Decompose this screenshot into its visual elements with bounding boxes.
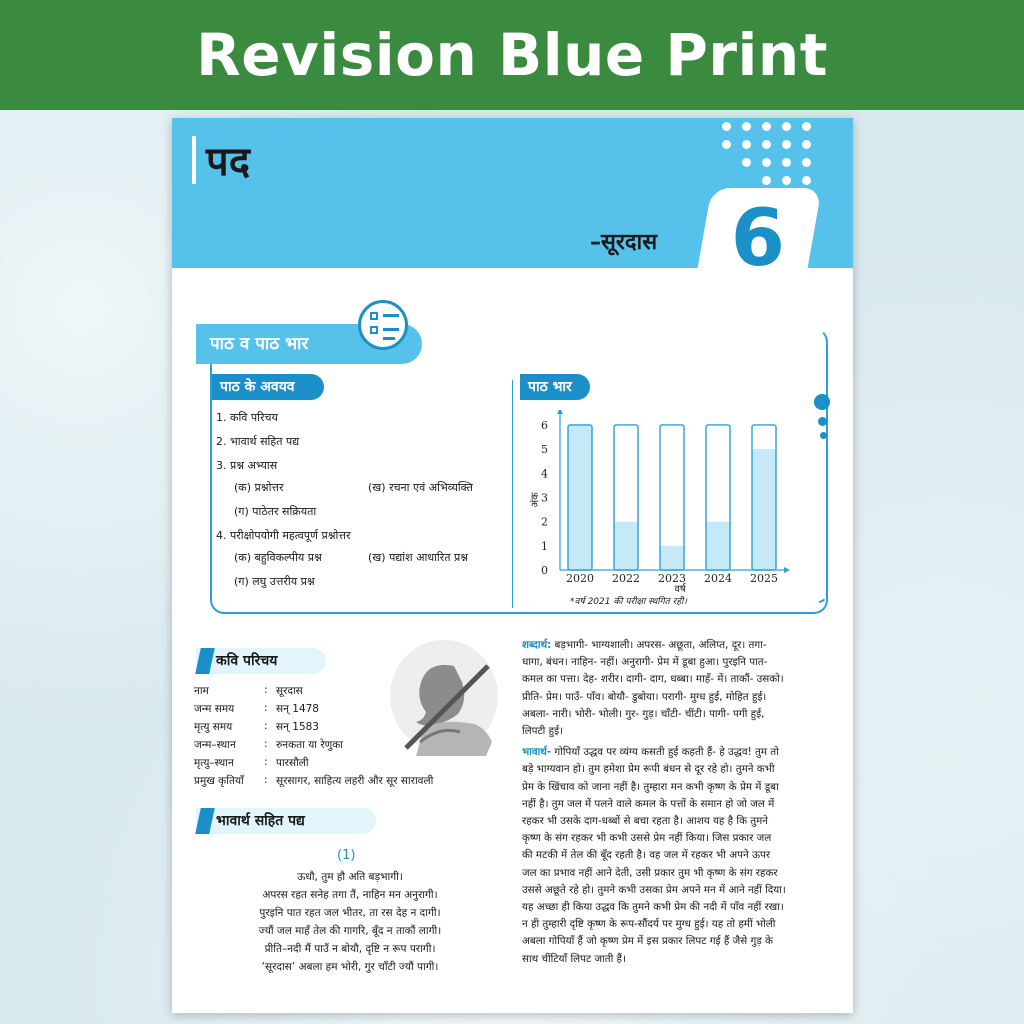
y-tick-label: 6 [541, 418, 548, 432]
verse-line: ‘सूरदास’ अबला हम भोरी, गुर चाँटी ज्यौं पागी। [261, 961, 439, 973]
verse-line: पुरइनि पात रहत जल भीतर, ता रस देह न दागी। [259, 907, 441, 919]
side-dot-small [820, 432, 827, 439]
meaning-text: गोपियाँ उद्धव पर व्यंग्य कसती हुई कहती हैं- हे उद्धव! तुम तो [551, 746, 779, 759]
decoration-dot [802, 122, 811, 131]
list-item: (क) प्रश्नोत्तर [234, 481, 284, 494]
x-tick-label: 2025 [750, 572, 778, 585]
meaning-line [522, 745, 838, 759]
meaning-line: जल का प्रभाव नहीं आने देती, उसी प्रकार तुम भी कृष्ण के संग रहकर [522, 866, 778, 879]
meaning-line: यह अच्छा ही किया उद्धव कि तुमने कभी प्रेम की नदी में पाँव नहीं रखा। [522, 901, 784, 913]
meaning-line: बड़े भाग्यवान हो। तुम हमेशा प्रेम रूपी बंधन से दूर रहे हो। तुमने कभी [522, 763, 775, 776]
y-axis-label: अंक [530, 492, 541, 508]
weight-section-dashed-border [818, 418, 828, 603]
y-tick-label: 2 [541, 515, 548, 529]
author-name: –सूरदास [590, 230, 658, 255]
list-item: 2. भावार्थ सहित पद्य [216, 435, 300, 448]
info-key: जन्म समय [194, 703, 235, 715]
glossary-line: अबला- नारी। भोरी- भोली। गुर- गुड़। चाँटी- चींटी। पागी- पगी हुई, [522, 707, 765, 720]
banner-title: Revision Blue Print [0, 0, 1024, 110]
meaning-line: कृष्ण के संग रहकर भी कभी उससे प्रेम नहीं किया। जिस प्रकार जल [522, 832, 772, 845]
meaning-line: प्रेम के खिंचाव को जाना नहीं है। तुम्हारा मन कभी कृष्ण के प्रेम में डूबा [522, 780, 779, 793]
verse-line: ऊधौ, तुम हौ अति बड़भागी। [297, 871, 403, 883]
decoration-dot [722, 122, 731, 131]
glossary-label: शब्दार्थ: [522, 639, 552, 651]
y-tick-label: 0 [541, 564, 548, 577]
column-divider [512, 380, 513, 608]
side-dot-medium [818, 417, 827, 426]
glossary-line [522, 638, 838, 652]
y-tick-label: 1 [541, 539, 548, 553]
x-tick-label: 2020 [566, 572, 594, 585]
decoration-dot [802, 158, 811, 167]
bar-fill [752, 449, 776, 570]
y-tick-label: 4 [541, 467, 548, 481]
bar-fill [660, 546, 684, 570]
info-key: नाम [194, 685, 209, 697]
list-item: (ग) पाठेतर सक्रियता [234, 505, 317, 518]
info-colon: : [264, 738, 268, 750]
checklist-icon [358, 300, 408, 350]
chapter-number: 6 [730, 194, 785, 284]
info-value: रुनकता या रेणुका [276, 739, 344, 751]
verse-section-title: भावार्थ सहित पद्य [216, 813, 305, 829]
decoration-dot [762, 176, 771, 185]
x-tick-label: 2023 [658, 572, 686, 585]
glossary-line: लिपटी हुई। [522, 725, 564, 737]
verse-number: (1) [337, 848, 356, 863]
decoration-dot [742, 140, 751, 149]
list-item: 3. प्रश्न अभ्यास [216, 459, 278, 472]
list-item: (क) बहुविकल्पीय प्रश्न [234, 551, 322, 564]
x-tick-label: 2024 [704, 572, 732, 585]
decoration-dot [802, 176, 811, 185]
info-value: सन् 1583 [276, 721, 319, 733]
side-dot-large [814, 394, 830, 410]
x-axis-label: वर्ष [674, 584, 686, 595]
info-key: जन्म–स्थान [194, 739, 236, 751]
list-item: (ख) रचना एवं अभिव्यक्ति [368, 481, 473, 494]
decoration-dot [762, 140, 771, 149]
info-colon: : [264, 684, 268, 696]
x-axis-arrow [784, 567, 790, 573]
book-page [172, 118, 853, 1013]
meaning-line: की मटकी में तेल की बूँद रहती है। वह जल में रहकर भी अपने ऊपर [522, 849, 771, 862]
weight-bar-chart [524, 410, 794, 610]
chart-note: *वर्ष 2021 की परीक्षा स्थगित रही। [570, 597, 687, 607]
decoration-dot [722, 140, 731, 149]
weight-section-title: पाठ व पाठ भार [196, 324, 422, 364]
bar-fill [706, 522, 730, 570]
decoration-dot [782, 122, 791, 131]
meaning-line: अबला गोपियाँ हैं जो कृष्ण प्रेम में इस प्रकार लिपट गई हैं जैसे गुड़ के [522, 935, 773, 948]
info-value: सन् 1478 [276, 703, 319, 715]
info-value: पारसौली [276, 757, 309, 769]
info-colon: : [264, 756, 268, 768]
poet-portrait [384, 638, 499, 758]
meaning-line: साथ चींटियाँ लिपट जाती हैं। [522, 952, 626, 965]
glossary-line: प्रीति- प्रेम। पाउँ- पाँव। बोयौ- डुबोया। परागी- मुग्ध हुई, मोहित हुई। [522, 690, 767, 703]
weight-title: पाठ भार [520, 374, 590, 400]
info-key: मृत्यु समय [194, 721, 233, 733]
verse-line: अपरस रहत सनेह तगा तैं, नाहिन मन अनुरागी। [262, 889, 438, 901]
meaning-line: उससे अछूते रहे हो। तुमने कभी उसका प्रेम अपने मन में आने नहीं दिया। [522, 883, 786, 896]
poet-intro-title: कवि परिचय [216, 653, 278, 669]
glossary-line: धागा, बंधन। नाहिन- नहीं। अनुरागी- प्रेम में डूबा हुआ। पुरइनि पात- [522, 656, 768, 669]
glossary-line: कमल का पत्ता। देह- शरीर। दागी- दाग, धब्बा। माहँ- में। ताकौं- उसको। [522, 673, 784, 686]
y-tick-label: 5 [541, 443, 548, 457]
info-key: मृत्यु–स्थान [194, 757, 234, 769]
bar-fill [614, 522, 638, 570]
verse-line: प्रीति–नदी मैं पाउँ न बोयौ, दृष्टि न रूप परागी। [264, 943, 436, 955]
decoration-dot [802, 140, 811, 149]
decoration-dot [782, 158, 791, 167]
meaning-line: रहकर भी उसके दाग-धब्बों से बचा रहता है। आशय यह है कि तुमने [522, 815, 768, 827]
chapter-number-card [692, 188, 821, 298]
decoration-dot [762, 158, 771, 167]
verse-line: ज्यौं जल माहँ तेल की गागरि, बूँद न ताकौं लागी। [258, 925, 442, 937]
chapter-title: पद [206, 139, 250, 185]
decoration-dot [742, 158, 751, 167]
title-bar [192, 136, 196, 184]
meaning-label: भावार्थ- [522, 746, 552, 759]
meaning-line: नहीं है। तुम जल में पलने वाले कमल के पत्तों के समान हो जो जल में [522, 797, 775, 810]
y-axis-arrow [557, 410, 563, 414]
list-item: 4. परीक्षोपयोगी महत्वपूर्ण प्रश्नोत्तर [216, 529, 351, 542]
components-title: पाठ के अवयव [212, 374, 324, 400]
meaning-line: न ही तुम्हारी दृष्टि कृष्ण के रूप-सौंदर्य पर मुग्ध हुई। यह तो हमीं भोली [522, 918, 776, 931]
list-item: (ख) पद्यांश आधारित प्रश्न [368, 551, 469, 564]
glossary-text: बड़भागी- भाग्यशाली। अपरस- अछूता, अलिप्त, दूर। तगा- [554, 639, 767, 651]
decoration-dot [782, 176, 791, 185]
info-colon: : [264, 774, 268, 786]
decoration-dot [762, 122, 771, 131]
list-item: 1. कवि परिचय [216, 411, 278, 424]
info-value: सूरदास [276, 685, 303, 697]
info-key: प्रमुख कृतियाँ [194, 775, 244, 787]
info-colon: : [264, 720, 268, 732]
list-item: (ग) लघु उत्तरीय प्रश्न [234, 575, 315, 588]
info-colon: : [264, 702, 268, 714]
x-tick-label: 2022 [612, 572, 640, 585]
y-tick-label: 3 [541, 491, 548, 505]
bar-fill [568, 425, 592, 570]
decoration-dot [782, 140, 791, 149]
decoration-dot [742, 122, 751, 131]
info-value: सूरसागर, साहित्य लहरी और सूर सारावली [276, 775, 434, 787]
